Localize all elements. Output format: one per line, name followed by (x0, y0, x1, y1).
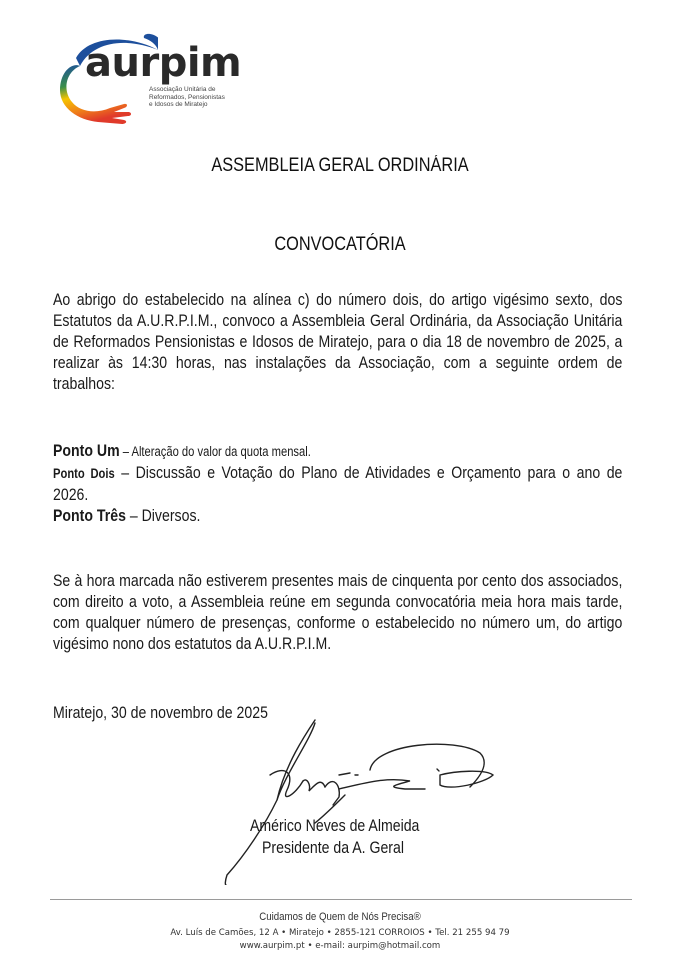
intro-paragraph: Ao abrigo do estabelecido na alínea c) do número dois, do artigo vigésimo sexto, dos Estatutos da A.U.R.P.I.M., convoco a Assembleia Geral Ordinária, da Associação Unitária de Reformados Pensionistas e Idosos de Miratejo, para o dia 18 de novembro de 2025, a realizar às 14:30 horas, nas instalações da Associação, com a seguinte ordem de trabalhos: (53, 290, 623, 393)
logo-subtitle (149, 86, 239, 109)
footer-divider (50, 899, 632, 900)
logo-subtitle-line: Associação Unitária de (149, 86, 216, 93)
organization-logo (58, 28, 242, 128)
quorum-paragraph: Se à hora marcada não estiverem presentes mais de cinquenta por cento dos associados, com direito a voto, a Assembleia reúne em segunda convocatória meia hora mais tarde, com qualquer número de presenças, conforme o estabelecido no número um, do artigo vigésimo nono dos estatutos da A.U.R.P.I.M. (53, 571, 623, 653)
document-title: ASSEMBLEIA GERAL ORDINÁRIA (211, 155, 469, 176)
logo-subtitle-line: Reformados, Pensionistas (149, 93, 225, 101)
agenda-item-label: Ponto Um (53, 441, 120, 460)
agenda-item (53, 505, 622, 526)
agenda-item-text: – Alteração do valor da quota mensal. (119, 444, 311, 459)
logo-wordmark: aurpim (85, 40, 242, 86)
document-subtitle: CONVOCATÓRIA (274, 234, 406, 255)
agenda-item-text: – Diversos. (125, 506, 201, 525)
agenda-item-label: Ponto Três (53, 506, 126, 525)
agenda-item (53, 462, 622, 505)
agenda-item-text: – Discussão e Votação do Plano de Atividades e Orçamento para o ano de 2026. (53, 463, 623, 504)
signatory-name: Américo Neves de Almeida (250, 816, 420, 835)
signatory-role: Presidente da A. Geral (262, 838, 404, 857)
handwritten-signature-icon (215, 715, 515, 885)
place-date: Miratejo, 30 de novembro de 2025 (53, 703, 268, 722)
footer-contacts: www.aurpim.pt • e-mail: aurpim@hotmail.com (239, 941, 441, 951)
footer-address: Av. Luís de Camões, 12 A • Miratejo • 2855-121 CORROIOS • Tel. 21 255 94 79 (170, 928, 510, 938)
agenda-item-label: Ponto Dois (53, 466, 115, 481)
footer-slogan: Cuidamos de Quem de Nós Precisa® (259, 911, 421, 923)
agenda-item (53, 440, 622, 462)
agenda-list (53, 440, 622, 526)
logo-subtitle-line: e Idosos de Miratejo (149, 101, 208, 108)
